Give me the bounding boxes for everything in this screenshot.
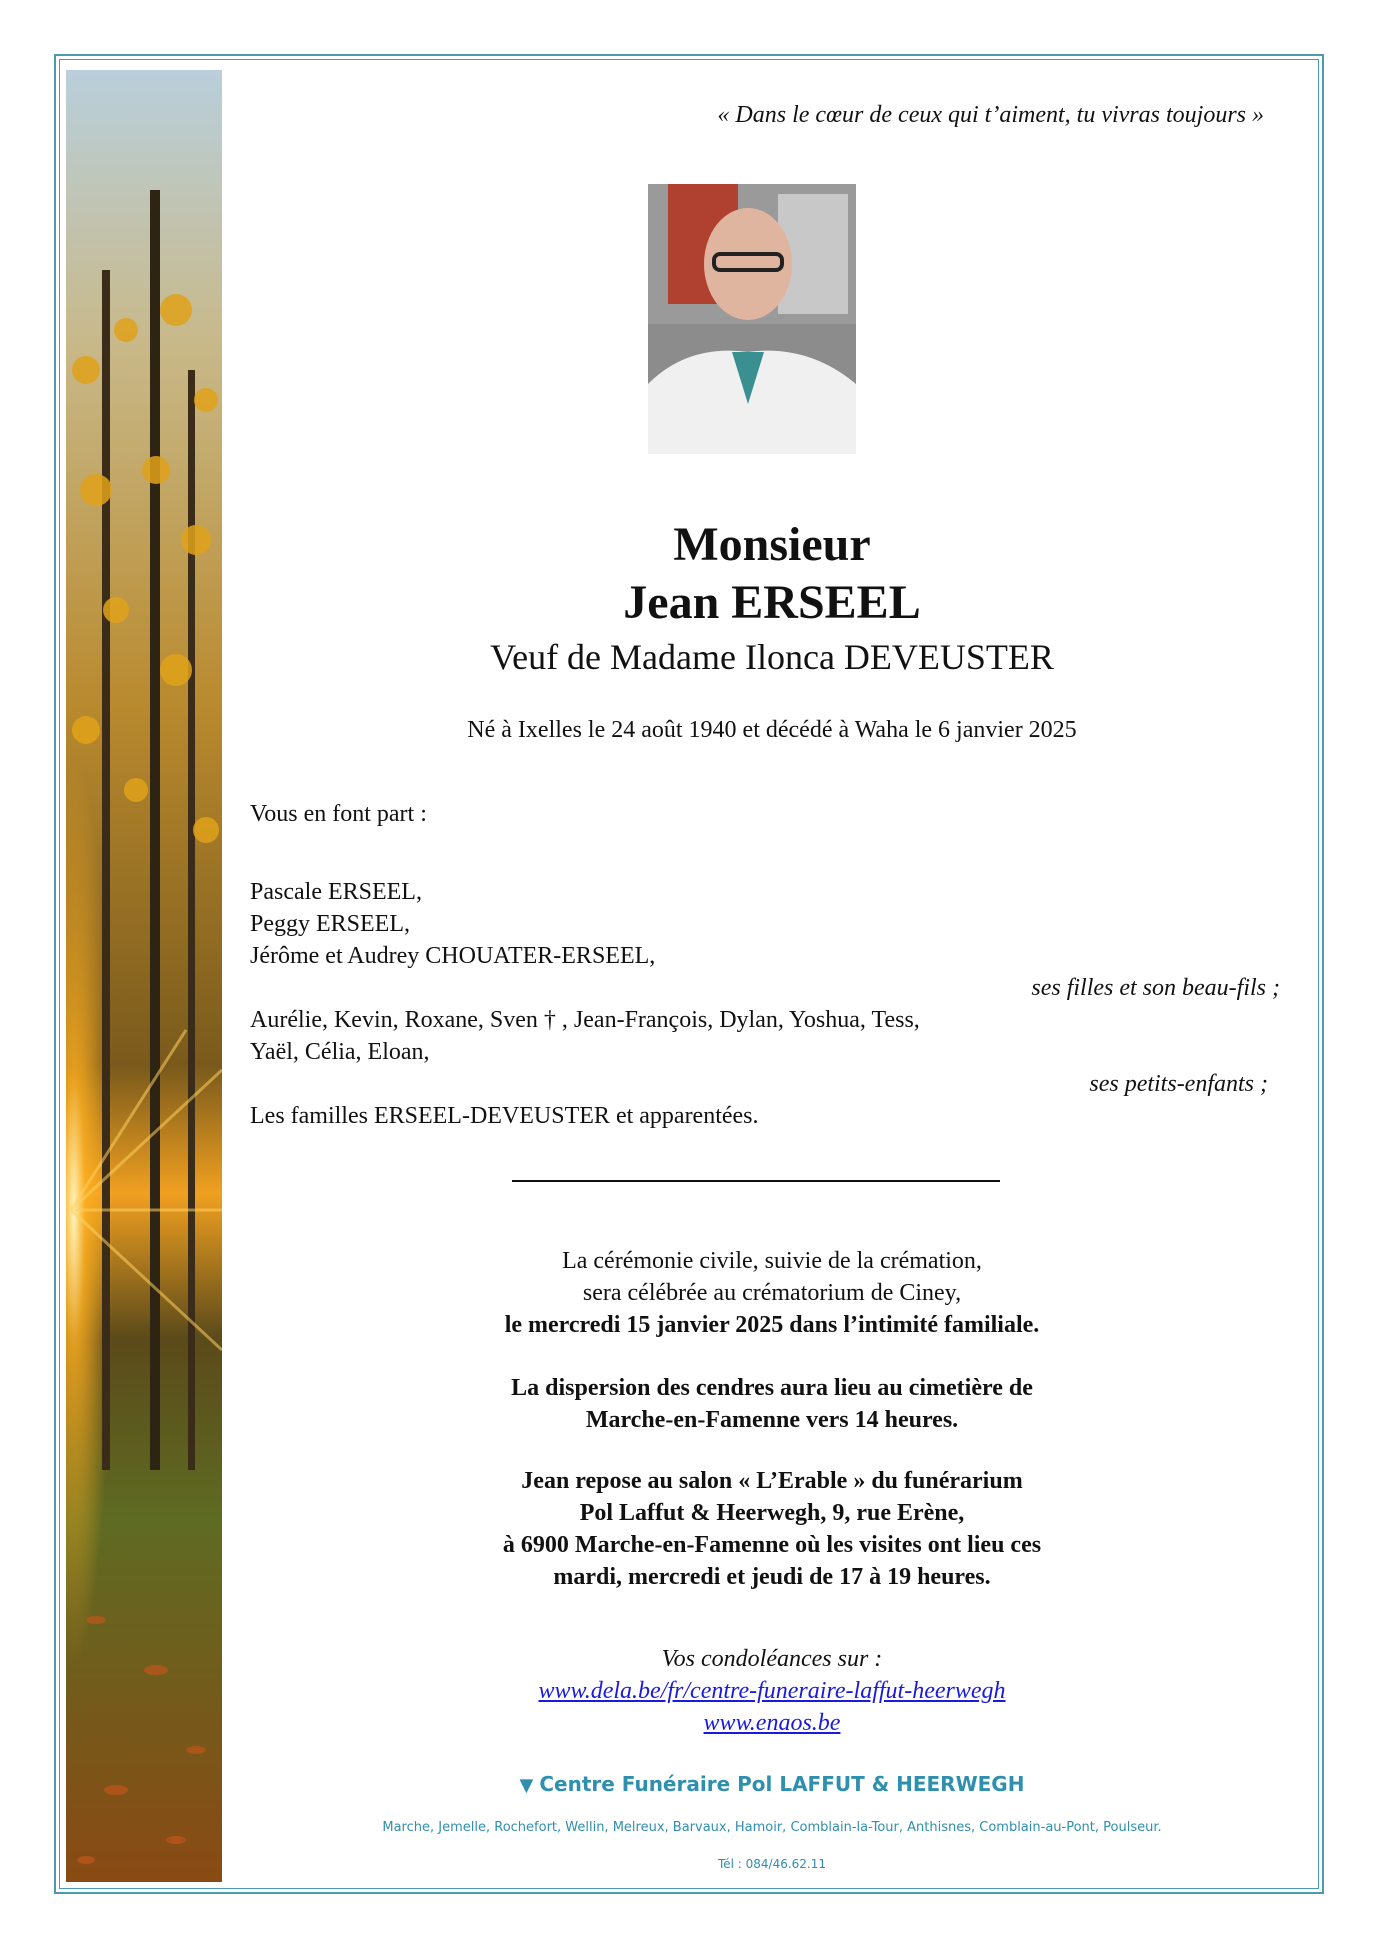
condolences-link-dela[interactable]: www.dela.be/fr/centre-funeraire-laffut-heerwegh [538, 1678, 1006, 1704]
condolences-label: Vos condoléances sur : [661, 1646, 883, 1672]
quote: « Dans le cœur de ceux qui t’aiment, tu vivras toujours » [717, 102, 1264, 128]
announce-line: Vous en font part : [250, 801, 427, 827]
ceremony-line-3: le mercredi 15 janvier 2025 dans l’intimité familiale. [504, 1312, 1040, 1338]
ceremony-line-1: La cérémonie civile, suivie de la crémation, [562, 1248, 982, 1274]
notice-content [222, 0, 1322, 1949]
condolences-link-enaos[interactable]: www.enaos.be [703, 1710, 841, 1736]
dispersion-info [222, 1372, 1322, 1436]
grandchildren-label: ses petits-enfants ; [1089, 1071, 1268, 1097]
grandchildren-line-1: Aurélie, Kevin, Roxane, Sven † , Jean-François, Dylan, Yoshua, Tess, [250, 1007, 920, 1033]
birth-death-line: Né à Ixelles le 24 août 1940 et décédé à Waha le 6 janvier 2025 [467, 717, 1077, 743]
triangle-down-icon: ▼ [519, 1775, 534, 1796]
dispersion-line-2: Marche-en-Famenne vers 14 heures. [585, 1407, 959, 1433]
portrait-photo [648, 184, 856, 454]
rest-line-2: Pol Laffut & Heerwegh, 9, rue Erène, [579, 1500, 965, 1526]
civility-title: Monsieur [673, 518, 871, 571]
grandchildren-line-2: Yaël, Célia, Eloan, [250, 1039, 430, 1065]
autumn-forest-image [66, 70, 222, 1882]
family-daughter-3: Jérôme et Audrey CHOUATER-ERSEEL, [250, 943, 656, 969]
family-list [250, 876, 1280, 1132]
separator-line [512, 1180, 1000, 1182]
family-daughter-1: Pascale ERSEEL, [250, 879, 422, 905]
funeral-home-label: Centre Funéraire Pol LAFFUT & HEERWEGH [539, 1772, 1025, 1796]
funeral-home-towns: Marche, Jemelle, Rochefort, Wellin, Melreux, Barvaux, Hamoir, Comblain-la-Tour, Anthisnes, Comblain-au-Pont, Poulseur. [382, 1820, 1162, 1835]
rest-line-4: mardi, mercredi et jeudi de 17 à 19 heures. [553, 1564, 991, 1590]
rest-line-3: à 6900 Marche-en-Famenne où les visites ont lieu ces [502, 1532, 1042, 1558]
rest-line-1: Jean repose au salon « L’Erable » du funérarium [521, 1468, 1023, 1494]
deceased-name: Jean ERSEEL [623, 576, 921, 629]
condolences-block [222, 1643, 1322, 1739]
family-daughter-2: Peggy ERSEEL, [250, 911, 410, 937]
ceremony-line-2: sera célébrée au crématorium de Ciney, [582, 1280, 962, 1306]
ceremony-info [222, 1245, 1322, 1341]
title-block [222, 516, 1322, 680]
rest-info [222, 1465, 1322, 1593]
funeral-home-name [222, 1772, 1322, 1796]
dispersion-line-1: La dispersion des cendres aura lieu au cimetière de [511, 1375, 1033, 1401]
widow-of: Veuf de Madame Ilonca DEVEUSTER [490, 637, 1054, 677]
families-line: Les familles ERSEEL-DEVEUSTER et apparentées. [250, 1103, 759, 1129]
funeral-home-phone: Tél : 084/46.62.11 [717, 1857, 827, 1871]
daughters-label: ses filles et son beau-fils ; [1031, 975, 1280, 1001]
